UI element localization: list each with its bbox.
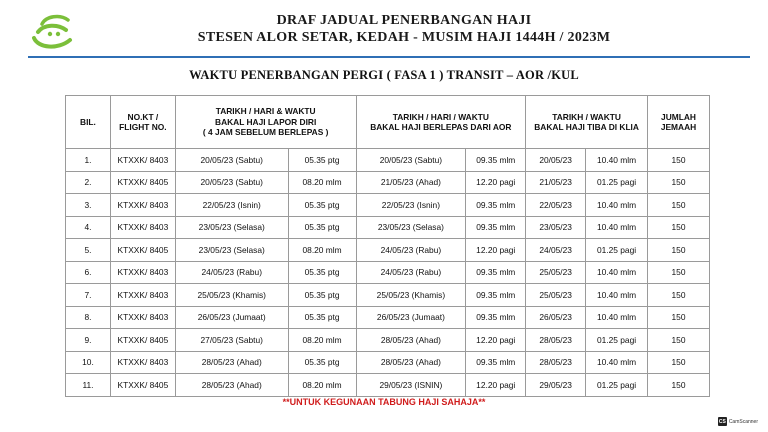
cell-tiba-date: 22/05/23 xyxy=(526,194,586,217)
cell-jemaah: 150 xyxy=(648,329,710,352)
table-row xyxy=(66,306,710,329)
cell-tiba-time: 10.40 mlm xyxy=(586,351,648,374)
cell-tiba-time: 10.40 mlm xyxy=(586,284,648,307)
cell-lapor-time: 05.35 ptg xyxy=(288,351,356,374)
cell-tiba-time: 10.40 mlm xyxy=(586,194,648,217)
cell-tiba-date: 25/05/23 xyxy=(526,261,586,284)
camscanner-watermark xyxy=(718,417,758,426)
cell-bil: 2. xyxy=(66,171,111,194)
table-row xyxy=(66,351,710,374)
cell-tiba-time: 01.25 pagi xyxy=(586,329,648,352)
cell-lapor-date: 24/05/23 (Rabu) xyxy=(175,261,288,284)
header-tiba: TARIKH / WAKTU BAKAL HAJI TIBA DI KLIA xyxy=(526,96,648,149)
cell-bil: 5. xyxy=(66,239,111,262)
cell-tiba-date: 26/05/23 xyxy=(526,306,586,329)
cell-tiba-date: 28/05/23 xyxy=(526,351,586,374)
cell-bil: 9. xyxy=(66,329,111,352)
cell-bil: 6. xyxy=(66,261,111,284)
table-row xyxy=(66,239,710,262)
cell-lepas-time: 09.35 mlm xyxy=(466,194,526,217)
cell-tiba-date: 29/05/23 xyxy=(526,374,586,397)
cell-lapor-date: 22/05/23 (Isnin) xyxy=(175,194,288,217)
cell-jemaah: 150 xyxy=(648,149,710,172)
cell-lapor-date: 28/05/23 (Ahad) xyxy=(175,351,288,374)
cell-lepas-date: 24/05/23 (Rabu) xyxy=(356,261,466,284)
cell-jemaah: 150 xyxy=(648,306,710,329)
cell-jemaah: 150 xyxy=(648,261,710,284)
table-header-row xyxy=(66,96,710,149)
cell-lapor-date: 20/05/23 (Sabtu) xyxy=(175,149,288,172)
cell-bil: 10. xyxy=(66,351,111,374)
cell-tiba-time: 10.40 mlm xyxy=(586,149,648,172)
cell-tiba-time: 01.25 pagi xyxy=(586,239,648,262)
cell-flight: KTXXK/ 8405 xyxy=(110,329,175,352)
cell-flight: KTXXK/ 8403 xyxy=(110,261,175,284)
cell-bil: 8. xyxy=(66,306,111,329)
cell-lepas-time: 09.35 mlm xyxy=(466,149,526,172)
cell-lapor-time: 05.35 ptg xyxy=(288,216,356,239)
cell-flight: KTXXK/ 8405 xyxy=(110,239,175,262)
cell-lepas-date: 25/05/23 (Khamis) xyxy=(356,284,466,307)
cell-lapor-time: 05.35 ptg xyxy=(288,306,356,329)
tabung-haji-logo-icon xyxy=(28,10,76,50)
cell-lapor-date: 20/05/23 (Sabtu) xyxy=(175,171,288,194)
cell-tiba-date: 25/05/23 xyxy=(526,284,586,307)
cell-lepas-time: 09.35 mlm xyxy=(466,284,526,307)
table-row xyxy=(66,149,710,172)
cell-lapor-time: 05.35 ptg xyxy=(288,261,356,284)
table-row xyxy=(66,194,710,217)
cell-bil: 1. xyxy=(66,149,111,172)
title-line-2: STESEN ALOR SETAR, KEDAH - MUSIM HAJI 1444H / 2023M xyxy=(197,30,611,45)
cell-flight: KTXXK/ 8403 xyxy=(110,351,175,374)
flight-schedule-table xyxy=(65,95,710,397)
cell-flight: KTXXK/ 8403 xyxy=(110,149,175,172)
cell-lepas-time: 09.35 mlm xyxy=(466,351,526,374)
cell-lepas-date: 21/05/23 (Ahad) xyxy=(356,171,466,194)
cell-lepas-date: 23/05/23 (Selasa) xyxy=(356,216,466,239)
cell-flight: KTXXK/ 8405 xyxy=(110,374,175,397)
cell-lepas-time: 12.20 pagi xyxy=(466,239,526,262)
cell-jemaah: 150 xyxy=(648,216,710,239)
table-row xyxy=(66,261,710,284)
cell-flight: KTXXK/ 8403 xyxy=(110,284,175,307)
cell-lepas-date: 26/05/23 (Jumaat) xyxy=(356,306,466,329)
cell-lapor-time: 05.35 ptg xyxy=(288,194,356,217)
header-berlepas: TARIKH / HARI / WAKTU BAKAL HAJI BERLEPAS DARI AOR xyxy=(356,96,526,149)
header-lapor-diri: TARIKH / HARI & WAKTU BAKAL HAJI LAPOR DIRI ( 4 JAM SEBELUM BERLEPAS ) xyxy=(175,96,356,149)
cell-lapor-date: 27/05/23 (Sabtu) xyxy=(175,329,288,352)
cell-lapor-time: 05.35 ptg xyxy=(288,149,356,172)
cell-jemaah: 150 xyxy=(648,351,710,374)
cell-lepas-date: 24/05/23 (Rabu) xyxy=(356,239,466,262)
header-flight: NO.KT / FLIGHT NO. xyxy=(110,96,175,149)
table-row xyxy=(66,374,710,397)
cell-lapor-date: 26/05/23 (Jumaat) xyxy=(175,306,288,329)
cell-tiba-date: 28/05/23 xyxy=(526,329,586,352)
table-subtitle: WAKTU PENERBANGAN PERGI ( FASA 1 ) TRANSIT – AOR /KUL xyxy=(189,68,579,82)
cell-lepas-date: 22/05/23 (Isnin) xyxy=(356,194,466,217)
cell-bil: 4. xyxy=(66,216,111,239)
cell-tiba-time: 10.40 mlm xyxy=(586,261,648,284)
cell-lepas-time: 12.20 pagi xyxy=(466,329,526,352)
footer-note: **UNTUK KEGUNAAN TABUNG HAJI SAHAJA** xyxy=(282,397,486,407)
cell-lapor-date: 23/05/23 (Selasa) xyxy=(175,239,288,262)
cell-lapor-date: 28/05/23 (Ahad) xyxy=(175,374,288,397)
cell-flight: KTXXK/ 8405 xyxy=(110,171,175,194)
cell-jemaah: 150 xyxy=(648,284,710,307)
cell-tiba-date: 23/05/23 xyxy=(526,216,586,239)
cell-jemaah: 150 xyxy=(648,194,710,217)
cell-lepas-date: 29/05/23 (ISNIN) xyxy=(356,374,466,397)
cell-jemaah: 150 xyxy=(648,374,710,397)
cell-lepas-time: 09.35 mlm xyxy=(466,216,526,239)
cell-tiba-date: 20/05/23 xyxy=(526,149,586,172)
document-title xyxy=(80,12,728,46)
cell-flight: KTXXK/ 8403 xyxy=(110,216,175,239)
cell-lapor-time: 05.35 ptg xyxy=(288,284,356,307)
header-jemaah: JUMLAH JEMAAH xyxy=(648,96,710,149)
cell-lapor-time: 08.20 mlm xyxy=(288,171,356,194)
camscanner-label: CamScanner xyxy=(728,418,758,425)
cell-tiba-date: 21/05/23 xyxy=(526,171,586,194)
cell-jemaah: 150 xyxy=(648,171,710,194)
header-bil: BIL. xyxy=(66,96,111,149)
cell-bil: 7. xyxy=(66,284,111,307)
cell-jemaah: 150 xyxy=(648,239,710,262)
cell-lapor-time: 08.20 mlm xyxy=(288,374,356,397)
cell-tiba-date: 24/05/23 xyxy=(526,239,586,262)
cell-lapor-time: 08.20 mlm xyxy=(288,329,356,352)
cell-tiba-time: 10.40 mlm xyxy=(586,216,648,239)
cell-bil: 3. xyxy=(66,194,111,217)
table-row xyxy=(66,171,710,194)
cell-tiba-time: 10.40 mlm xyxy=(586,306,648,329)
table-row xyxy=(66,329,710,352)
cell-bil: 11. xyxy=(66,374,111,397)
cell-tiba-time: 01.25 pagi xyxy=(586,374,648,397)
cell-lepas-time: 12.20 pagi xyxy=(466,374,526,397)
table-row xyxy=(66,216,710,239)
camscanner-badge: CS xyxy=(718,418,726,425)
cell-lepas-date: 20/05/23 (Sabtu) xyxy=(356,149,466,172)
cell-lepas-date: 28/05/23 (Ahad) xyxy=(356,351,466,374)
table-row xyxy=(66,284,710,307)
cell-lepas-date: 28/05/23 (Ahad) xyxy=(356,329,466,352)
cell-flight: KTXXK/ 8403 xyxy=(110,194,175,217)
cell-tiba-time: 01.25 pagi xyxy=(586,171,648,194)
cell-lapor-time: 08.20 mlm xyxy=(288,239,356,262)
cell-lapor-date: 23/05/23 (Selasa) xyxy=(175,216,288,239)
title-line-1: DRAF JADUAL PENERBANGAN HAJI xyxy=(276,13,532,28)
cell-lepas-time: 09.35 mlm xyxy=(466,261,526,284)
cell-lapor-date: 25/05/23 (Khamis) xyxy=(175,284,288,307)
cell-flight: KTXXK/ 8403 xyxy=(110,306,175,329)
header-divider xyxy=(28,56,750,58)
cell-lepas-time: 09.35 mlm xyxy=(466,306,526,329)
cell-lepas-time: 12.20 pagi xyxy=(466,171,526,194)
